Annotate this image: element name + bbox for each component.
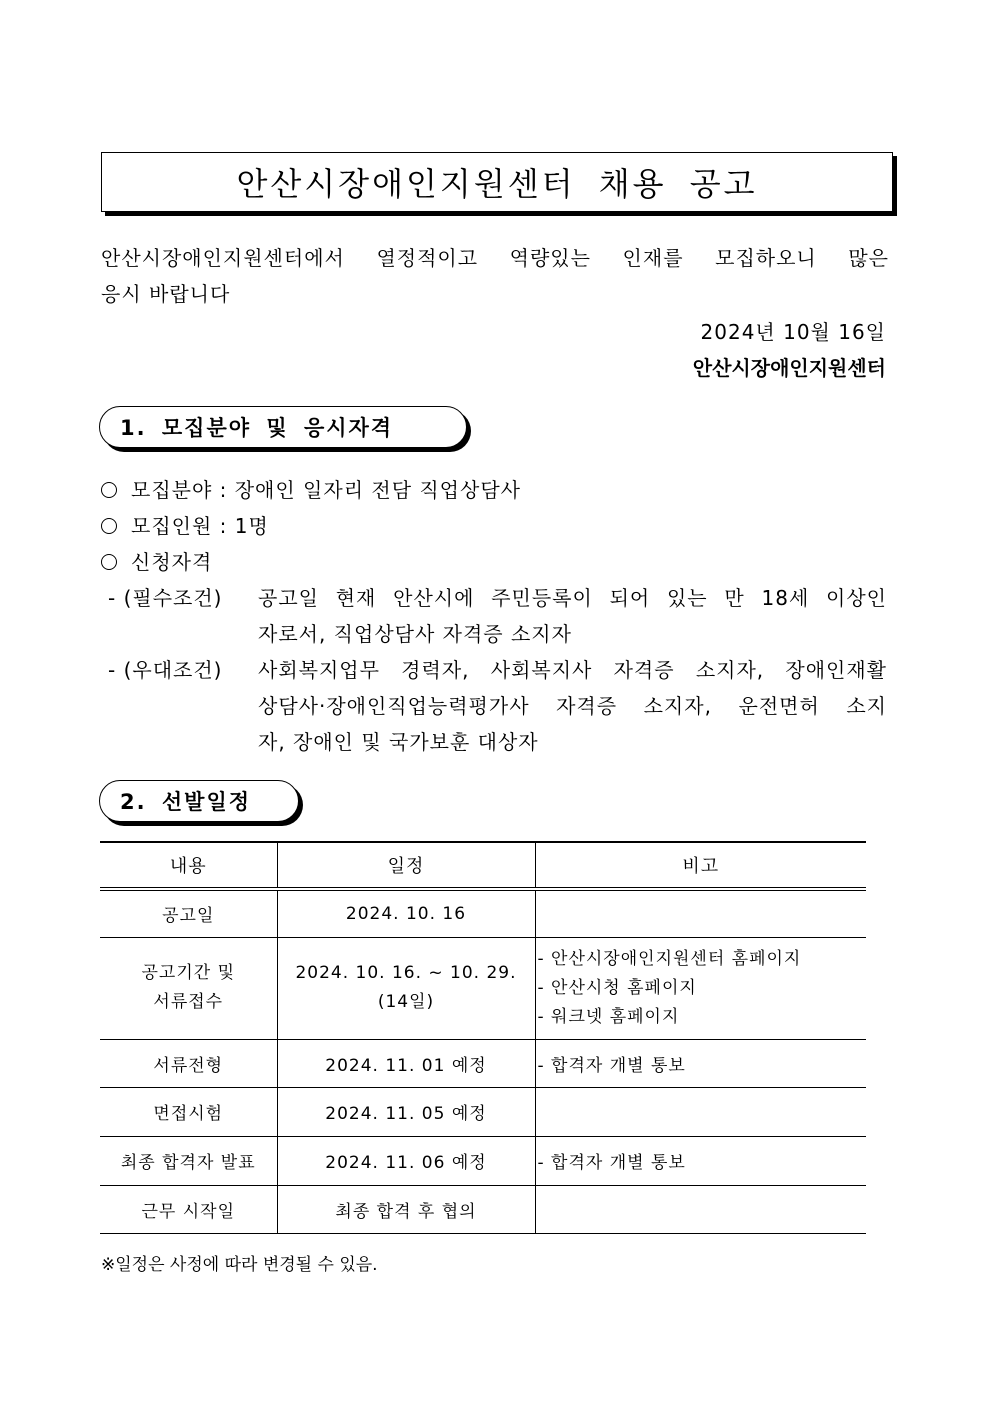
preferred-text-2: 상담사·장애인직업능력평가사 자격증 소지자, 운전면허 소지	[258, 694, 887, 718]
table-row	[100, 1087, 866, 1136]
required-text-2: 자로서, 직업상담사 자격증 소지자	[258, 622, 572, 646]
row-schedule: 2024. 11. 06 예정	[277, 1136, 535, 1185]
row-note	[535, 937, 866, 1039]
circle-bullet-icon	[101, 518, 117, 534]
schedule-footnote: ※일정은 사정에 따라 변경될 수 있음.	[101, 1255, 378, 1275]
table-header-row	[100, 842, 866, 889]
column-header: 비고	[535, 842, 866, 889]
row-schedule-line: 2024. 10. 16. ~ 10. 29.	[295, 963, 517, 983]
row-note: - 합격자 개별 통보	[535, 1039, 866, 1087]
row-note	[535, 1185, 866, 1233]
page-title: 안산시장애인지원센터 채용 공고	[101, 152, 893, 212]
section-1-heading: 1. 모집분야 및 응시자격	[99, 406, 467, 448]
row-schedule: 2024. 11. 05 예정	[277, 1087, 535, 1136]
announcement-date: 2024년 10월 16일	[700, 320, 886, 344]
row-item: 근무 시작일	[100, 1185, 277, 1233]
row-item-line: 서류접수	[153, 992, 224, 1012]
row-schedule	[277, 937, 535, 1039]
schedule-table	[100, 841, 866, 1234]
table-row	[100, 889, 866, 937]
row-item: 면접시험	[100, 1087, 277, 1136]
table-row	[100, 937, 866, 1039]
table-row	[100, 1136, 866, 1185]
column-header: 일정	[277, 842, 535, 889]
required-label: - (필수조건)	[108, 586, 223, 610]
table-row	[100, 1039, 866, 1087]
row-note-line: - 워크넷 홈페이지	[537, 1006, 680, 1027]
section-2-heading: 2. 선발일정	[99, 780, 299, 822]
column-header: 내용	[100, 842, 277, 889]
intro-text-cont: 응시 바랍니다	[101, 282, 231, 306]
intro-text: 안산시장애인지원센터에서 열정적이고 역량있는 인재를 모집하오니 많은	[101, 246, 889, 270]
circle-bullet-icon	[101, 482, 117, 498]
required-text-1: 공고일 현재 안산시에 주민등록이 되어 있는 만 18세 이상인	[258, 586, 887, 610]
recruit-field	[101, 474, 521, 503]
preferred-label: - (우대조건)	[108, 658, 223, 682]
row-note: - 합격자 개별 통보	[535, 1136, 866, 1185]
preferred-text-1: 사회복지업무 경력자, 사회복지사 자격증 소지자, 장애인재활	[258, 658, 887, 682]
qualification-label-text: 신청자격	[131, 550, 213, 574]
row-schedule: 2024. 10. 16	[277, 889, 535, 937]
row-note	[535, 1087, 866, 1136]
organization-name: 안산시장애인지원센터	[692, 356, 886, 380]
row-note-line: - 안산시청 홈페이지	[537, 977, 697, 998]
table-row	[100, 1185, 866, 1233]
row-note	[535, 889, 866, 937]
qualification-label	[101, 546, 212, 575]
row-note-line: - 안산시장애인지원센터 홈페이지	[537, 948, 802, 969]
row-schedule: 2024. 11. 01 예정	[277, 1039, 535, 1087]
recruit-headcount-text: 모집인원 : 1명	[131, 514, 269, 538]
recruit-headcount	[101, 510, 269, 539]
row-item: 서류전형	[100, 1039, 277, 1087]
recruit-field-text: 모집분야 : 장애인 일자리 전담 직업상담사	[131, 478, 521, 502]
row-schedule-line: (14일)	[377, 992, 435, 1012]
circle-bullet-icon	[101, 554, 117, 570]
row-item: 공고일	[100, 889, 277, 937]
preferred-text-3: 자, 장애인 및 국가보훈 대상자	[258, 730, 539, 754]
row-item-line: 공고기간 및	[141, 963, 235, 983]
row-item: 최종 합격자 발표	[100, 1136, 277, 1185]
row-item	[100, 937, 277, 1039]
row-schedule: 최종 합격 후 협의	[277, 1185, 535, 1233]
